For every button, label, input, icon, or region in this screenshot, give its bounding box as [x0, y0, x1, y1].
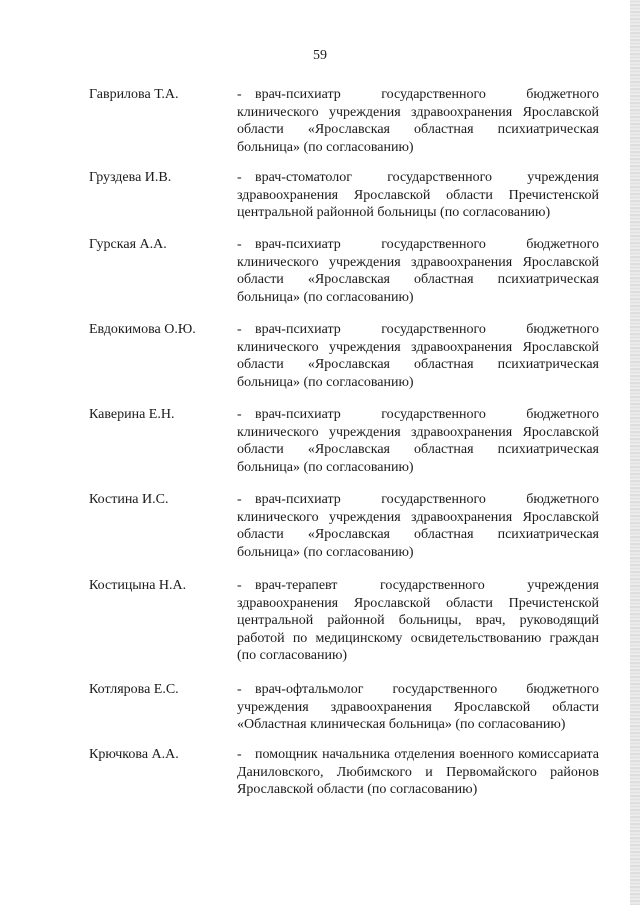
person-role: - помощник начальника отделения военного комиссариата Даниловского, Любимского и Первомайского районов Ярославской области (по согласованию)	[237, 747, 599, 797]
person-role: - врач-стоматолог государственного учреждения здравоохранения Ярославской области Пречистенской центральной районной больницы (по согласованию)	[237, 170, 599, 220]
person-name: Евдокимова О.Ю.	[89, 322, 196, 337]
scan-edge-artifact	[630, 0, 640, 905]
person-name: Костина И.С.	[89, 492, 169, 507]
person-role: - врач-психиатр государственного бюджетного клинического учреждения здравоохранения Ярославской области «Ярославская областная психиатрическая больница» (по согласованию)	[237, 407, 599, 475]
person-role: - врач-психиатр государственного бюджетного клинического учреждения здравоохранения Ярославской области «Ярославская областная психиатрическая больница» (по согласованию)	[237, 237, 599, 305]
page-number: 59	[313, 48, 327, 63]
person-role: - врач-терапевт государственного учреждения здравоохранения Ярославской области Пречистенской центральной районной больницы, врач, руководящий работой по медицинскому освидетельствованию граждан (по согласованию)	[237, 578, 599, 663]
person-name: Гаврилова Т.А.	[89, 87, 179, 102]
person-role: - врач-офтальмолог государственного бюджетного учреждения здравоохранения Ярославской области «Областная клиническая больница» (по согласованию)	[237, 682, 599, 732]
person-name: Груздева И.В.	[89, 170, 172, 185]
person-name: Крючкова А.А.	[89, 747, 179, 762]
person-role: - врач-психиатр государственного бюджетного клинического учреждения здравоохранения Ярославской области «Ярославская областная психиатрическая больница» (по согласованию)	[237, 492, 599, 560]
person-role: - врач-психиатр государственного бюджетного клинического учреждения здравоохранения Ярославской области «Ярославская областная психиатрическая больница» (по согласованию)	[237, 322, 599, 390]
person-name: Котлярова Е.С.	[89, 682, 179, 697]
person-name: Костицына Н.А.	[89, 578, 187, 593]
person-name: Каверина Е.Н.	[89, 407, 175, 422]
person-role: - врач-психиатр государственного бюджетного клинического учреждения здравоохранения Ярославской области «Ярославская областная психиатрическая больница» (по согласованию)	[237, 87, 599, 155]
person-name: Гурская А.А.	[89, 237, 167, 252]
